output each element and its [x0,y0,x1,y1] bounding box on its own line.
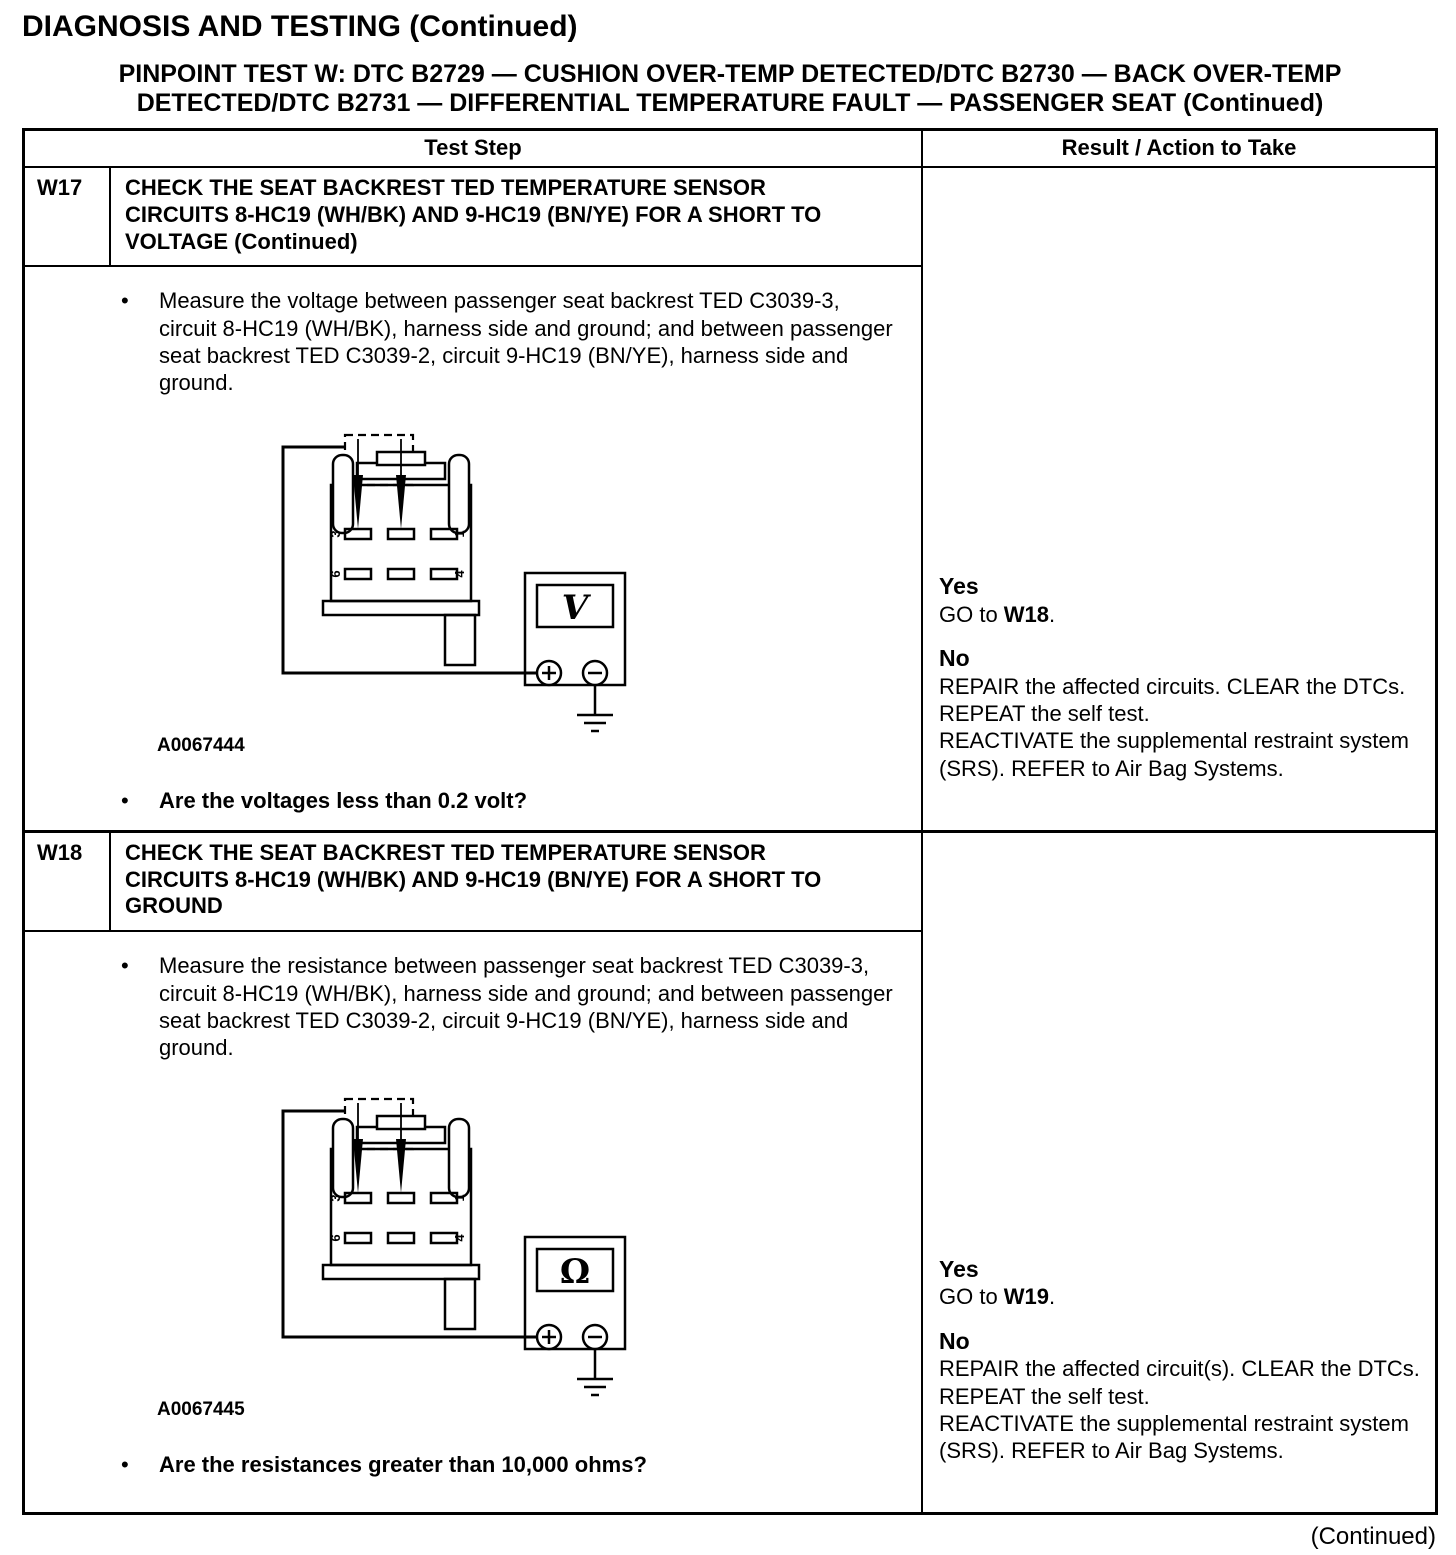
voltmeter-figure [525,573,625,685]
result-cell [921,168,1435,830]
step-body [25,267,921,829]
connector-tab [445,615,475,665]
result-no-label: No [939,1327,970,1354]
ground-symbol [577,685,613,731]
table-header-row [25,131,1435,168]
test-step-row-w17 [25,168,1435,830]
bullet-icon: • [121,953,129,979]
pinpoint-test-table [22,128,1438,1515]
pin-slot [388,569,414,579]
result-cell [921,833,1435,1512]
pin-slot [345,569,371,579]
test-step-cell [25,833,921,1512]
figure-label: A0067444 [157,734,245,756]
figure-container [25,433,911,757]
figure-container [25,1097,911,1421]
step-title: CHECK THE SEAT BACKREST TED TEMPERATURE SENSOR CIRCUITS 8-HC19 (WH/BK) AND 9-HC19 (BN/YE) FOR A SHORT TO VOLTAGE (Continued) [125,175,822,254]
result-yes-action [939,601,1425,628]
connector-tab [445,1279,475,1329]
bullet-icon: • [121,1452,129,1478]
connector-right-latch [449,455,469,533]
test-step-cell [25,168,921,830]
goto-target-step: W18 [1003,601,1050,627]
pin-slot [388,1233,414,1243]
step-id: W18 [25,833,111,930]
pin-number: 4 [452,569,467,578]
ohmmeter-figure [525,1237,625,1349]
result-yes-label: Yes [939,1255,979,1282]
result-yes-label: Yes [939,573,979,600]
question-text: Are the voltages less than 0.2 volt? [159,787,528,813]
instruction-item [25,287,911,396]
pin-number: 3 [328,529,343,538]
connector-left-latch [333,455,353,533]
question-item [25,787,911,814]
pin-number: 3 [328,1194,343,1202]
pin-slot [388,1193,414,1203]
connector-base [323,1265,479,1279]
page-title: DIAGNOSIS AND TESTING (Continued) [22,10,578,43]
step-id: W17 [25,168,111,265]
pin-slot [345,1233,371,1243]
step-body [25,932,921,1512]
test-lead-wire [283,447,537,673]
instruction-item [25,952,911,1061]
voltage-test-wiring-diagram [273,433,645,743]
pin-slot [388,529,414,539]
test-step-row-w18 [25,830,1435,1512]
column-header-test-step: Test Step [424,135,522,160]
step-heading [25,168,921,267]
goto-prefix: GO to [939,1284,1004,1310]
result-no-action-1: REPAIR the affected circuits. CLEAR the DTCs. REPEAT the self test. [939,673,1406,727]
column-header-result: Result / Action to Take [921,131,1435,166]
probe-icon [396,1139,406,1193]
goto-suffix: . [1049,601,1056,627]
pin-number: 1 [452,529,467,538]
question-item [25,1451,911,1478]
question-text: Are the resistances greater than 10,000 ohms? [159,1452,647,1478]
pin-number: 4 [452,1234,467,1242]
pin-number: 6 [328,1234,343,1242]
test-lead-wire [283,1111,537,1337]
spacer [939,1311,1425,1327]
probe-icon [396,475,406,529]
pin-number: 6 [328,569,343,578]
resistance-test-wiring-diagram [273,1097,645,1407]
pin-number: 1 [452,1194,467,1202]
connector-left-latch [333,1119,353,1197]
connector-right-latch [449,1119,469,1197]
pinpoint-test-subtitle: PINPOINT TEST W: DTC B2729 — CUSHION OVER-TEMP DETECTED/DTC B2730 — BACK OVER-TEMP DETECTED/DTC B2731 — DIFFERENTIAL TEMPERATURE FAULT — PASSENGER SEAT (Continued) [118,60,1342,117]
figure-label: A0067445 [157,1399,245,1421]
result-no-label: No [939,645,970,672]
goto-target-step: W19 [1003,1284,1050,1310]
probe-icon [353,1139,363,1193]
spacer [939,628,1425,644]
goto-suffix: . [1049,1284,1056,1310]
result-no-action-1: REPAIR the affected circuit(s). CLEAR the DTCs. REPEAT the self test. [939,1356,1420,1409]
result-no-action-2: REACTIVATE the supplemental restraint system (SRS). REFER to Air Bag Systems. [939,1410,1409,1464]
goto-prefix: GO to [939,601,1004,627]
bullet-icon: • [121,288,129,314]
instruction-text: Measure the voltage between passenger seat backrest TED C3039-3, circuit 8-HC19 (WH/BK), harness side and ground; and between passenger seat backrest TED C3039-2, circuit 9-HC19 (BN/YE), harness side and ground. [159,288,893,396]
connector-base [323,601,479,615]
ground-symbol [577,1349,613,1395]
instruction-text: Measure the resistance between passenger seat backrest TED C3039-3, circuit 8-HC19 (WH/BK), harness side and ground; and between passenger seat backrest TED C3039-2, circuit 9-HC19 (BN/YE), harness side and ground. [159,953,893,1061]
result-no-action-2: REACTIVATE the supplemental restraint system (SRS). REFER to Air Bag Systems. [939,728,1409,781]
step-heading [25,833,921,932]
meter-symbol: V [561,587,589,628]
result-yes-action [939,1283,1425,1310]
bullet-icon: • [121,787,129,813]
step-title: CHECK THE SEAT BACKREST TED TEMPERATURE SENSOR CIRCUITS 8-HC19 (WH/BK) AND 9-HC19 (BN/YE) FOR A SHORT TO GROUND [125,839,822,919]
meter-symbol: Ω [559,1252,591,1293]
continued-footer: (Continued) [1310,1523,1436,1551]
probe-icon [353,475,363,529]
